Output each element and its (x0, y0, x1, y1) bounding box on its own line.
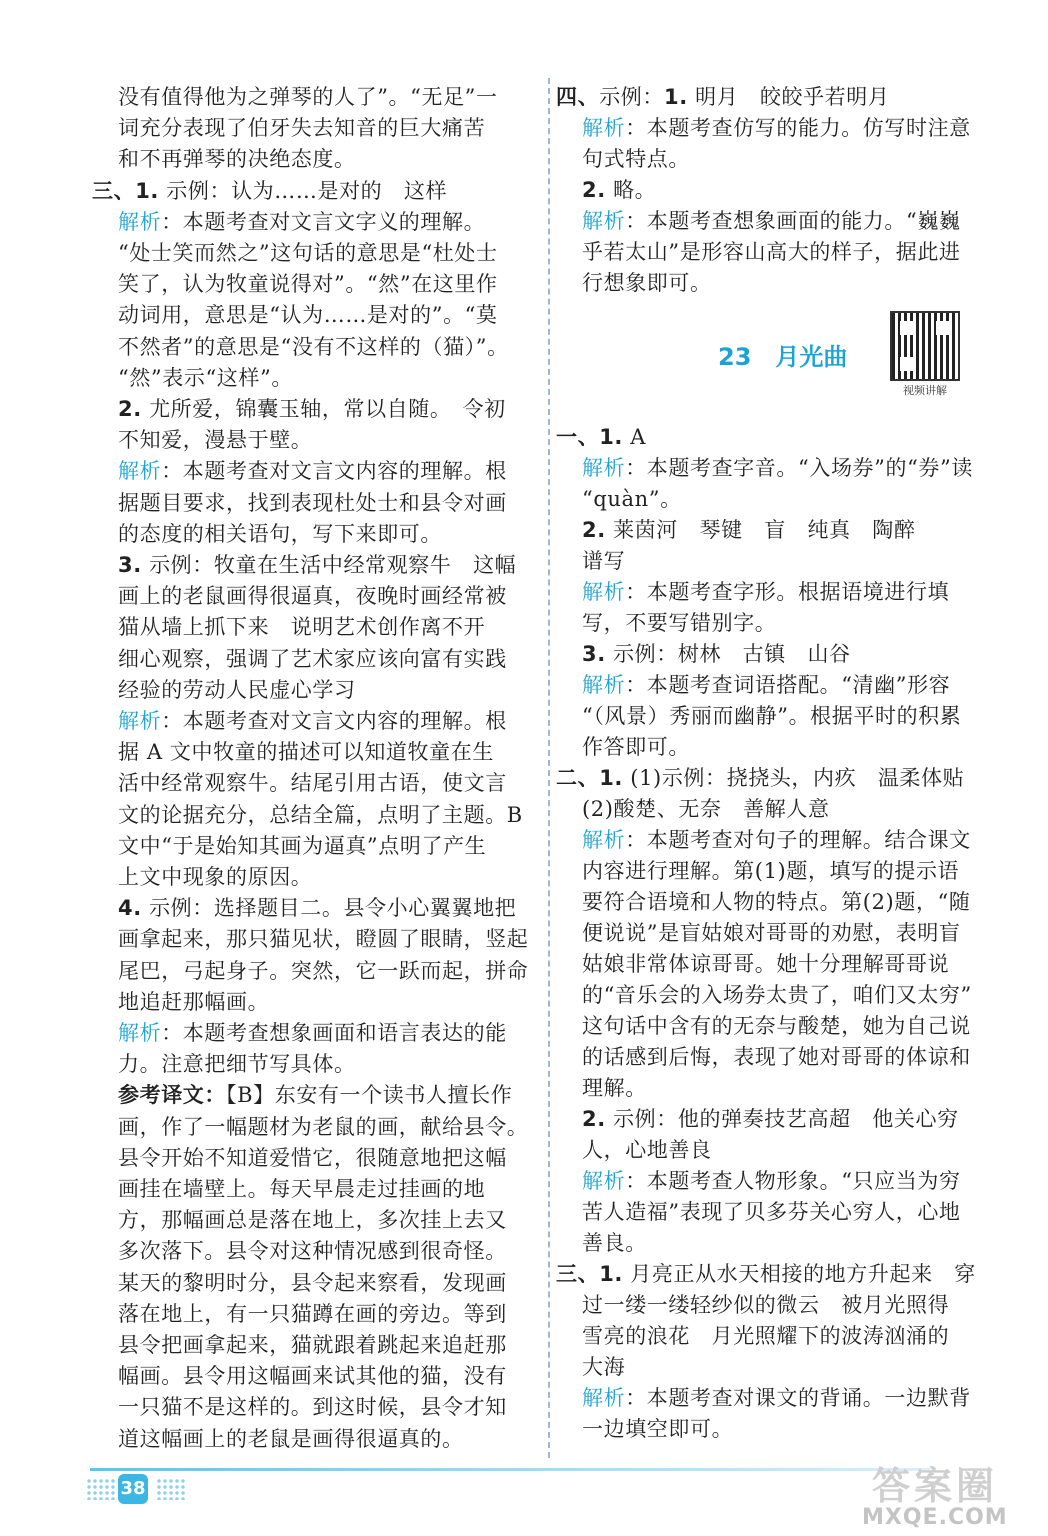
text-line (582, 792, 830, 826)
watermark (862, 1455, 1032, 1533)
text-segment: 画挂在墙壁上。每天早晨走过挂画的地 (118, 1177, 486, 1201)
text-line (118, 236, 498, 270)
text-segment: 示例：选择题目二。县令小心翼翼地把 (141, 896, 517, 921)
text-line (118, 954, 528, 988)
text-segment: 示例：他的弹奏技艺高超 他关心穷 (605, 1107, 959, 1131)
text-line (118, 891, 516, 925)
section-marker: 三、 (92, 177, 136, 203)
text-segment: 示例： (599, 85, 665, 109)
text-line (118, 454, 507, 488)
text-line (118, 1328, 507, 1362)
text-line (582, 235, 961, 269)
text-segment: 画拿起来，那只猫见状，瞪圆了眼睛，竖起 (118, 927, 529, 952)
text-line (582, 575, 949, 609)
text-segment: 雪亮的浪花 月光照耀下的波涛汹涌的 (582, 1324, 950, 1348)
footer-bar (90, 1468, 930, 1471)
text-segment: 便说说”是盲姑娘对哥哥的劝慰，表明盲 (582, 921, 961, 945)
lesson-number: 23 (718, 343, 752, 371)
item-number: 4. (118, 896, 142, 921)
text-line (118, 361, 293, 395)
text-segment: 词充分表现了伯牙失去知音的巨大痛苦 (118, 116, 486, 141)
text-segment: 活中经常观察牛。结尾引用古语，使文言 (118, 771, 507, 796)
text-segment: ：本题考查对课文的背诵。一边默背 (625, 1386, 971, 1410)
text-line (582, 142, 690, 176)
text-line (582, 1102, 959, 1136)
text-line (582, 1040, 971, 1074)
watermark-logo: 答案圈 (872, 1464, 999, 1508)
page-number: 38 (118, 1474, 148, 1504)
analysis-label: 解析 (118, 459, 162, 484)
text-line (118, 298, 498, 332)
text-line (582, 1009, 971, 1043)
text-segment: “然”表示“这样”。 (118, 365, 293, 390)
text-segment: 据 A 文中牧童的描述可以知道牧童在生 (118, 740, 494, 765)
text-segment: 内容进行理解。第(1)题，填写的提示语 (582, 859, 960, 883)
item-number: 1. (599, 1262, 623, 1286)
text-segment: ：本题考查字音。“入场券”的“券”读 (625, 456, 973, 480)
text-segment: ：本题考查想象画面的能力。“巍巍 (625, 209, 961, 233)
qr-code-icon[interactable] (890, 311, 960, 381)
analysis-label: 解析 (582, 209, 626, 233)
text-segment: “（风景）秀丽而幽静”。根据平时的积累 (582, 704, 962, 728)
text-segment: 一边填空即可。 (582, 1417, 734, 1441)
item-number: 2. (582, 518, 606, 542)
text-line (556, 80, 890, 114)
watermark-url: MXQE.COM (862, 1505, 1008, 1530)
text-line (582, 513, 915, 547)
text-line (582, 606, 776, 640)
text-line (582, 544, 625, 578)
text-line (118, 579, 507, 613)
item-number: 1. (664, 85, 688, 109)
text-line (118, 267, 498, 301)
analysis-label: 解析 (582, 116, 626, 140)
text-segment: 的“音乐会的入场券太贵了，咱们又太穷” (582, 983, 972, 1007)
text-segment: 不知爱，漫悬于壁。 (118, 428, 313, 453)
text-line (582, 1164, 961, 1198)
text-segment: 多次落下。县令对这种情况感到很奇怪。 (118, 1239, 507, 1264)
text-line (118, 735, 494, 769)
text-line (118, 80, 498, 114)
text-segment: 动词用，意思是“认为……是对的”。“莫 (118, 303, 498, 328)
text-line (582, 730, 690, 764)
text-line (582, 637, 851, 671)
item-number: 2. (582, 1107, 606, 1131)
text-segment: 文的论据充分，总结全篇，点明了主题。B (118, 802, 523, 827)
text-segment: 细心观察，强调了艺术家应该向富有实践 (118, 646, 507, 671)
text-line (118, 1078, 512, 1112)
text-segment: “quàn”。 (582, 487, 682, 511)
footer-dots-icon (156, 1478, 186, 1500)
text-segment: 不然者”的意思是“没有不这样的（猫）”。 (118, 334, 509, 359)
text-segment: 月亮正从水天相接的地方升起来 穿 (623, 1262, 976, 1286)
text-segment: ：本题考查仿写的能力。仿写时注意 (625, 116, 971, 140)
analysis-label: 解析 (582, 456, 626, 480)
lesson-title: 月光曲 (775, 343, 848, 371)
text-line (118, 1234, 507, 1268)
text-line (118, 517, 442, 551)
text-line (118, 330, 509, 364)
text-line (118, 205, 485, 239)
section-marker: 三、 (556, 1261, 600, 1286)
text-segment: ：本题考查想象画面和语言表达的能 (161, 1021, 507, 1045)
text-segment: 地追赶那幅画。 (118, 989, 270, 1014)
text-segment: 力。注意把细节写具体。 (118, 1052, 356, 1077)
text-line (582, 1071, 647, 1105)
text-segment: ：本题考查人物形象。“只应当为穷 (625, 1169, 961, 1193)
text-segment: 这句话中含有的无奈与酸楚，她为自己说 (582, 1014, 971, 1038)
text-segment: 的话感到后悔，表现了她对哥哥的体谅和 (582, 1045, 971, 1069)
text-line (582, 482, 682, 516)
text-segment: 示例：树林 古镇 山谷 (605, 642, 851, 666)
text-line (582, 1412, 733, 1446)
text-segment: 略。 (605, 178, 657, 202)
text-segment: 县令把画拿起来，猫就跟着跳起来追赶那 (118, 1333, 507, 1357)
text-segment: 幅画。县令用这幅画来试其他的猫，没有 (118, 1364, 507, 1389)
text-line (118, 922, 528, 956)
text-segment: 苦人造福”表现了贝多芬关心穷人，心地 (582, 1200, 961, 1224)
text-line (582, 1319, 949, 1353)
item-number: 2. (118, 397, 142, 421)
text-segment: 尤所爱，锦囊玉轴，常以自随。 令初 (141, 397, 506, 421)
text-segment: 上文中现象的原因。 (118, 865, 313, 889)
analysis-label: 解析 (118, 1021, 162, 1045)
text-line (118, 1047, 356, 1081)
text-segment: 落在地上，有一只猫蹲在画的旁边。等到 (118, 1301, 507, 1326)
text-segment: 【B】东安有一个读书人擅长作 (226, 1083, 513, 1108)
text-segment: 没有值得他为之弹琴的人了”。“无足”一 (118, 85, 498, 109)
item-number: 1. (599, 766, 623, 790)
text-line (582, 916, 961, 950)
text-segment: 要符合语境和人物的特点。第(2)题，“随 (582, 890, 971, 914)
item-number: 2. (582, 178, 606, 202)
text-line (118, 1110, 528, 1144)
text-segment: 过一缕一缕轻纱似的微云 被月光照得 (582, 1293, 950, 1317)
text-segment: 猫从墙上抓下来 说明艺术创作离不开 (118, 615, 486, 640)
analysis-label: 解析 (118, 209, 162, 234)
analysis-label: 解析 (582, 580, 626, 604)
text-line (118, 829, 486, 863)
text-segment: “处士笑而然之”这句话的意思是“杜处士 (118, 241, 498, 265)
text-line (118, 423, 312, 457)
text-line (118, 392, 506, 426)
text-line (118, 610, 485, 644)
text-segment: 莱茵河 琴键 盲 纯真 陶醉 (605, 518, 916, 542)
text-line (582, 1350, 625, 1384)
text-segment: 笑了，认为牧童说得对”。“然”在这里作 (118, 272, 498, 297)
text-segment: 县令开始不知道爱惜它，很随意地把这幅 (118, 1145, 507, 1170)
text-line (118, 673, 356, 707)
text-segment: ：本题考查对文言文字义的理解。 (161, 209, 486, 234)
text-segment: 善良。 (582, 1231, 647, 1255)
text-line (582, 668, 950, 702)
text-segment: 写，不要写错别字。 (582, 611, 777, 635)
footer-dots-icon (86, 1478, 116, 1500)
text-line (118, 1203, 507, 1237)
analysis-label: 解析 (582, 828, 626, 852)
text-line (118, 1172, 485, 1206)
lesson-heading (718, 337, 847, 372)
text-segment: 文中“于是始知其画为逼真”点明了产生 (118, 833, 487, 858)
text-segment: ：本题考查字形。根据语境进行填 (625, 580, 950, 604)
text-segment: 作答即可。 (582, 735, 690, 759)
text-segment: 示例：牧童在生活中经常观察牛 这幅 (141, 553, 517, 577)
text-segment: A (623, 425, 647, 449)
text-line (118, 642, 507, 676)
text-line (118, 1141, 507, 1175)
text-segment: 谱写 (582, 549, 626, 573)
text-line (582, 1226, 647, 1260)
text-line (582, 699, 961, 733)
text-segment: ：本题考查对句子的理解。结合课文 (625, 828, 971, 852)
text-segment: 行想象即可。 (582, 271, 712, 295)
text-line (582, 204, 961, 238)
text-line (118, 548, 516, 582)
text-line (582, 173, 656, 207)
text-segment: 尾巴，弓起身子。突然，它一跃而起，拼命 (118, 958, 529, 983)
analysis-label: 解析 (582, 673, 626, 697)
text-segment: 理解。 (582, 1076, 647, 1100)
text-line (118, 111, 485, 145)
text-line (118, 1266, 507, 1300)
text-line (556, 1257, 976, 1291)
text-segment: (2)酸楚、无奈 善解人意 (582, 797, 830, 821)
text-segment: 方，那幅画总是落在地上，多次挂上去又 (118, 1208, 507, 1233)
text-segment: 经验的劳动人民虚心学习 (118, 677, 356, 702)
text-segment: 一只猫不是这样的。到这时候，县令才知 (118, 1395, 507, 1420)
text-line (582, 266, 712, 300)
text-line (118, 142, 356, 176)
text-segment: 和不再弹琴的决绝态度。 (118, 147, 356, 172)
text-line (118, 1390, 507, 1424)
text-line (556, 761, 965, 795)
text-line (582, 978, 972, 1012)
text-line (118, 1359, 507, 1393)
section-marker: 四、 (556, 84, 600, 109)
text-segment: (1)示例：挠挠头，内疚 温柔体贴 (623, 766, 965, 790)
text-line (582, 1195, 961, 1229)
text-segment: 的态度的相关语句，写下来即可。 (118, 521, 442, 546)
text-line (582, 1288, 949, 1322)
text-segment: 乎若太山”是形容山高大的样子，据此进 (582, 240, 961, 264)
text-segment: ：本题考查对文言文内容的理解。根 (161, 459, 507, 484)
text-line (118, 860, 312, 894)
text-line (582, 885, 970, 919)
text-segment: 画，作了一幅题材为老鼠的画，献给县令。 (118, 1114, 529, 1139)
section-marker: 二、 (556, 765, 600, 790)
text-segment: 据题目要求，找到表现杜处士和县令对画 (118, 490, 507, 515)
column-divider (548, 78, 550, 1458)
text-segment: 人，心地善良 (582, 1138, 712, 1162)
text-segment: 某天的黎明时分，县令起来察看，发现画 (118, 1270, 507, 1295)
text-segment: 参考译文： (118, 1083, 226, 1108)
text-segment: 姑娘非常体谅哥哥。她十分理解哥哥说 (582, 952, 950, 976)
text-line (118, 798, 523, 832)
text-line (118, 704, 507, 738)
analysis-label: 解析 (582, 1169, 626, 1193)
text-line (118, 985, 269, 1019)
text-line (92, 174, 448, 208)
analysis-label: 解析 (582, 1386, 626, 1410)
text-line (582, 854, 959, 888)
text-line (118, 1297, 507, 1331)
item-number: 3. (118, 553, 142, 577)
text-segment: 道这幅画上的老鼠是画得很逼真的。 (118, 1426, 464, 1451)
qr-label: 视频讲解 (903, 384, 947, 397)
analysis-label: 解析 (118, 709, 162, 733)
text-segment: 画上的老鼠画得很逼真，夜晚时画经常被 (118, 584, 507, 609)
text-line (582, 1381, 971, 1415)
item-number: 1. (135, 178, 159, 203)
section-marker: 一、 (556, 424, 600, 449)
text-line (556, 420, 647, 454)
text-line (118, 1016, 507, 1050)
text-segment: ：本题考查词语搭配。“清幽”形容 (625, 673, 951, 697)
text-segment: 明月 皎皎乎若明月 (687, 85, 890, 109)
text-line (582, 111, 971, 145)
text-line (582, 451, 973, 485)
text-segment: 大海 (582, 1355, 626, 1379)
text-line (582, 1133, 712, 1167)
text-segment: 句式特点。 (582, 147, 690, 171)
text-line (118, 766, 507, 800)
text-line (582, 947, 949, 981)
text-line (118, 1422, 464, 1456)
text-segment: ：本题考查对文言文内容的理解。根 (161, 709, 507, 733)
item-number: 3. (582, 642, 606, 666)
text-segment: 示例：认为……是对的 这样 (159, 178, 448, 203)
item-number: 1. (599, 425, 623, 449)
text-line (582, 823, 971, 857)
text-line (118, 486, 507, 520)
